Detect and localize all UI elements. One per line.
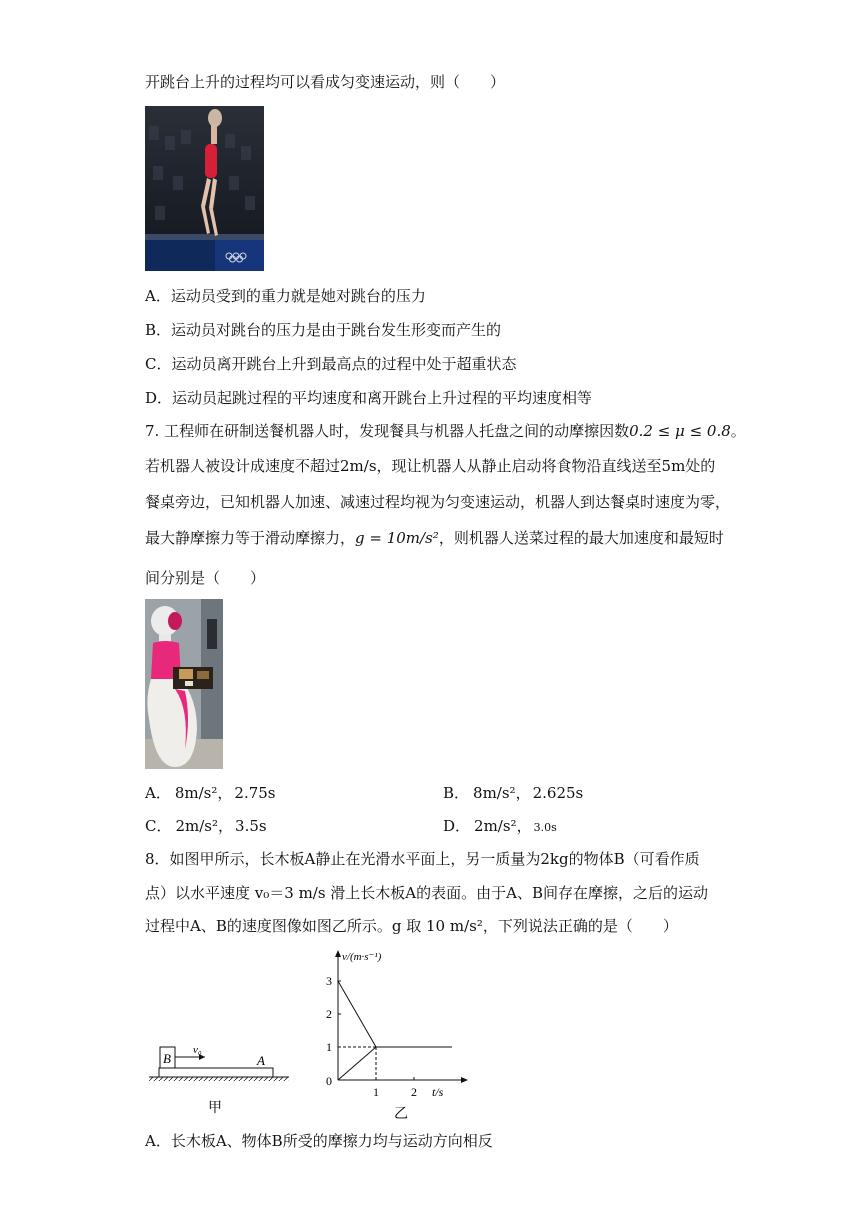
q7-option-c xyxy=(145,816,267,836)
q7-line-1-text: 7. 工程师在研制送餐机器人时，发现餐具与机器人托盘之间的动摩擦因数 xyxy=(145,422,630,440)
series-line-1 xyxy=(338,1047,452,1080)
diver-photo xyxy=(145,106,264,271)
caption-yi: 乙 xyxy=(394,1107,408,1122)
y-axis-arrowhead xyxy=(335,950,341,957)
q8-line-3: 过程中A、B的速度图像如图乙所示。g 取 10 m/s²，下列说法正确的是（ ） xyxy=(145,917,678,935)
q7-option-c-time: 3.5s xyxy=(235,817,267,835)
x-axis-arrowhead xyxy=(461,1077,468,1083)
label-a: A xyxy=(257,1053,265,1068)
q7-option-a-letter: A． xyxy=(145,784,171,802)
q7-mu-range: 0.2 ≤ μ ≤ 0.8 xyxy=(629,422,731,440)
q7-option-c-sep: ， xyxy=(218,817,234,835)
q7-gravity: g = 10m/s² xyxy=(355,529,439,547)
robot-photo xyxy=(145,599,223,769)
q7-option-b-sep: ， xyxy=(515,784,531,802)
label-v0: v₀ xyxy=(193,1044,202,1056)
y-tick-label-3: 3 xyxy=(326,974,332,988)
q7-line-2: 若机器人被设计成速度不超过2m/s，现让机器人从静止启动将食物沿直线送至5m处的 xyxy=(145,457,716,475)
x-tick-label-2: 2 xyxy=(411,1085,417,1099)
q7-line-4-a: 最大静摩擦力等于滑动摩擦力， xyxy=(145,529,356,547)
q7-option-a-accel: 8m/s² xyxy=(174,784,218,802)
board-a xyxy=(159,1068,273,1077)
series-line-0 xyxy=(338,981,452,1047)
q7-line-5: 间分别是（ ） xyxy=(145,569,266,587)
q7-option-b xyxy=(443,783,583,803)
q7-option-b-time: 2.625s xyxy=(532,784,584,802)
q8-option-a: A．长木板A、物体B所受的摩擦力均与运动方向相反 xyxy=(145,1132,493,1150)
q7-option-a xyxy=(145,783,276,803)
q7-option-c-letter: C． xyxy=(145,817,172,835)
y-tick-label-1: 1 xyxy=(326,1040,332,1054)
q6-option-c: C．运动员离开跳台上升到最高点的过程中处于超重状态 xyxy=(145,355,517,373)
q7-line-4 xyxy=(145,528,724,548)
q7-option-d xyxy=(443,816,557,838)
q7-line-1 xyxy=(145,421,746,441)
q6-option-d: D．运动员起跳过程的平均速度和离开跳台上升过程的平均速度相等 xyxy=(145,389,593,407)
q7-option-d-sep: ， xyxy=(516,817,532,835)
q7-option-d-accel: 2m/s² xyxy=(474,817,517,835)
q7-option-c-accel: 2m/s² xyxy=(175,817,219,835)
caption-jia: 甲 xyxy=(208,1101,222,1116)
q7-option-b-accel: 8m/s² xyxy=(473,784,516,802)
q6-option-a: A．运动员受到的重力就是她对跳台的压力 xyxy=(145,287,426,305)
figure-jia xyxy=(145,1040,295,1120)
x-tick-label-1: 1 xyxy=(373,1085,379,1099)
q7-option-d-time: 3.0s xyxy=(533,821,557,834)
ground-hatching xyxy=(149,1077,289,1081)
q7-option-a-time: 2.75s xyxy=(234,784,276,802)
x-axis-label: t/s xyxy=(432,1085,444,1099)
q6-stem-tail: 开跳台上升的过程均可以看成匀变速运动，则（ ） xyxy=(145,73,506,91)
q6-option-b: B．运动员对跳台的压力是由于跳台发生形变而产生的 xyxy=(145,321,502,339)
figure-yi-chart xyxy=(320,944,480,1124)
q7-line-4-b: ，则机器人送菜过程的最大加速度和最短时 xyxy=(438,529,724,547)
q7-option-b-letter: B． xyxy=(443,784,470,802)
y-tick-label-2: 2 xyxy=(326,1007,332,1021)
label-b: B xyxy=(163,1051,171,1066)
q7-line-1-end: 。 xyxy=(730,422,746,440)
y-axis-label: v/(m·s⁻¹) xyxy=(342,951,382,963)
q7-option-d-letter: D． xyxy=(443,817,471,835)
q7-line-3: 餐桌旁边，已知机器人加速、减速过程均视为匀变速运动，机器人到达餐桌时速度为零， xyxy=(145,493,731,511)
q7-option-a-sep: ， xyxy=(217,784,233,802)
q8-line-2: 点）以水平速度 v₀＝3 m/s 滑上长木板A的表面。由于A、B间存在摩擦，之后的运动 xyxy=(145,884,709,902)
q8-line-1: 8．如图甲所示，长木板A静止在光滑水平面上，另一质量为2kg的物体B（可看作质 xyxy=(145,850,700,868)
origin-label: 0 xyxy=(326,1074,332,1088)
